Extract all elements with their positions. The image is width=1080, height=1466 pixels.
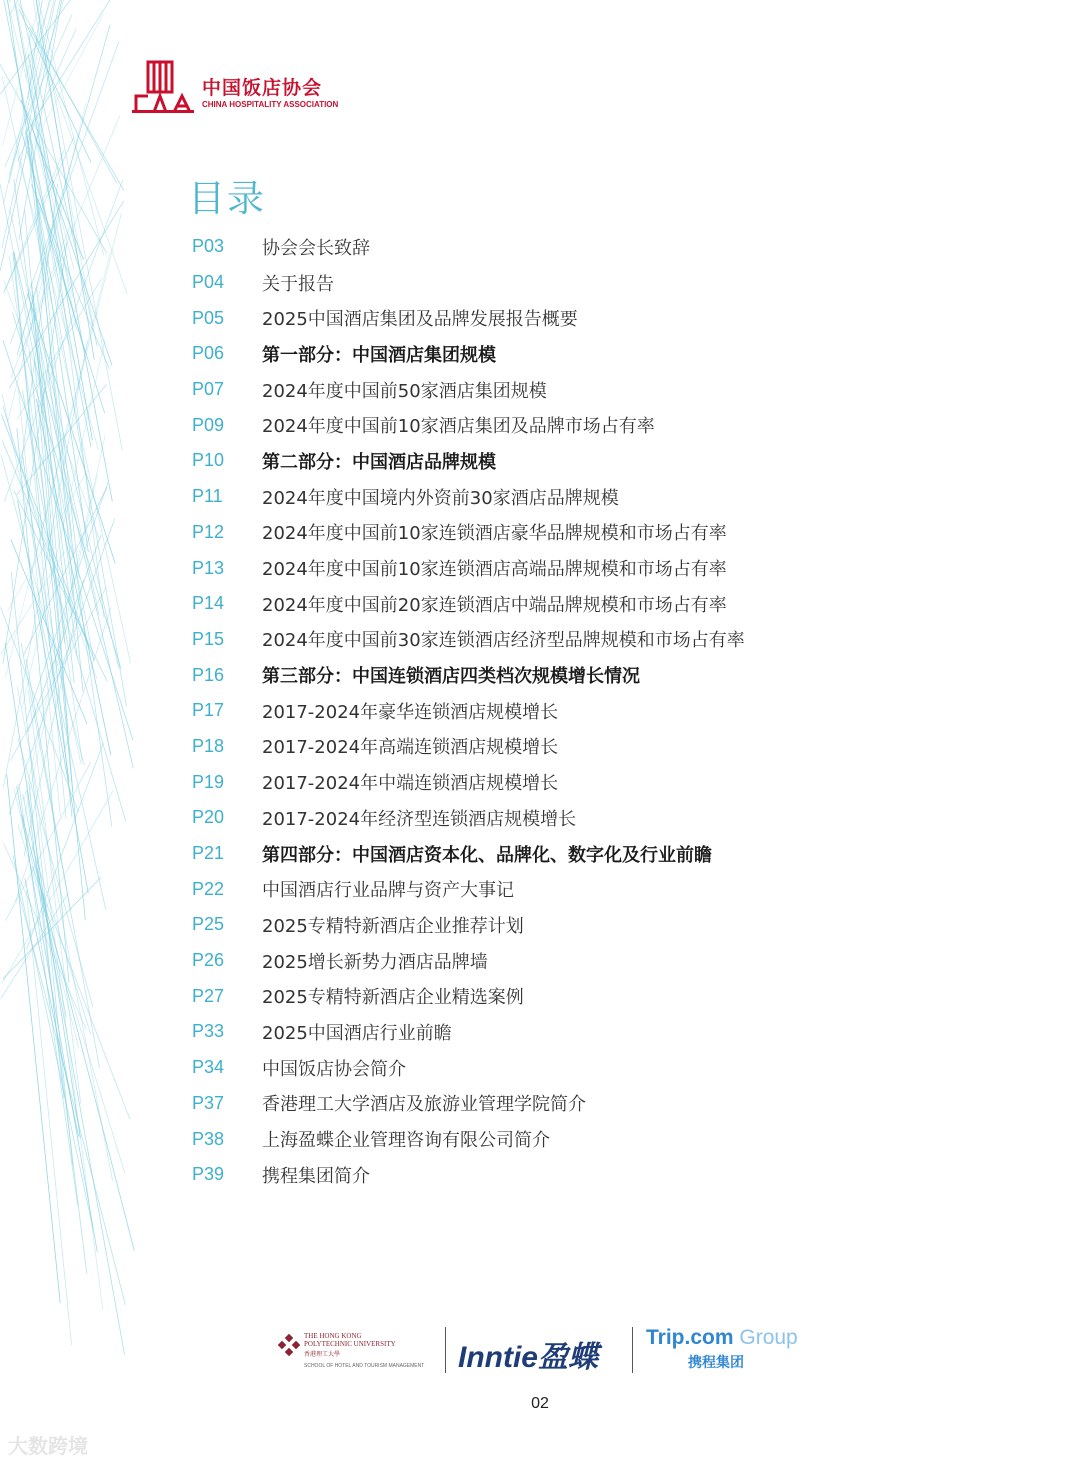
toc-entry-title: 中国酒店行业品牌与资产大事记: [262, 880, 514, 902]
toc-page-number: P38: [192, 1128, 225, 1149]
toc-entry-title: 2024年度中国境内外资前30家酒店品牌规模: [262, 487, 619, 509]
toc-page-number: P06: [192, 343, 225, 364]
toc-item: [192, 1157, 745, 1193]
toc-entry-title: 2025增长新势力酒店品牌墙: [262, 951, 488, 973]
toc-page-number: P26: [192, 950, 225, 971]
toc-item: [192, 265, 745, 301]
toc-page-number: P33: [192, 1021, 225, 1042]
tripcom-chinese-name: 携程集团: [688, 1355, 744, 1371]
inntie-logo: Inntie盈蝶: [458, 1341, 598, 1374]
toc-page-number: P39: [192, 1164, 225, 1185]
logo-english-name: CHINA HOSPITALITY ASSOCIATION: [202, 100, 339, 109]
tripcom-group-word: Group: [733, 1326, 798, 1349]
toc-entry-title: 2024年度中国前10家连锁酒店高端品牌规模和市场占有率: [262, 559, 727, 581]
toc-entry-title: 2025专精特新酒店企业精选案例: [262, 987, 524, 1009]
toc-item: [192, 729, 745, 765]
polyu-school-name: SCHOOL OF HOTEL AND TOURISM MANAGEMENT: [304, 1363, 425, 1369]
toc-item: [192, 871, 745, 907]
toc-page-number: P18: [192, 735, 225, 756]
toc-page-number: P14: [192, 593, 225, 614]
toc-entry-title: 第一部分：中国酒店集团规模: [262, 344, 496, 366]
toc-page-number: P16: [192, 664, 225, 685]
table-of-contents: [192, 229, 745, 1193]
toc-entry-title: 2025中国酒店集团及品牌发展报告概要: [262, 309, 578, 331]
toc-entry-title: 2024年度中国前50家酒店集团规模: [262, 380, 547, 402]
wireframe-tower-decoration: [0, 0, 140, 1466]
toc-entry-title: 2017-2024年经济型连锁酒店规模增长: [262, 808, 577, 830]
toc-page-number: P13: [192, 557, 225, 578]
toc-entry-title: 香港理工大学酒店及旅游业管理学院简介: [262, 1094, 586, 1116]
watermark: 大数跨境: [8, 1434, 88, 1458]
toc-page-number: P05: [192, 307, 225, 328]
toc-page-number: P10: [192, 450, 225, 471]
toc-entry-title: 2017-2024年高端连锁酒店规模增长: [262, 737, 559, 759]
toc-entry-title: 2024年度中国前30家连锁酒店经济型品牌规模和市场占有率: [262, 630, 745, 652]
tripcom-logo: [646, 1326, 798, 1372]
toc-page-number: P15: [192, 628, 225, 649]
cha-building-logo-icon: [132, 58, 198, 114]
toc-item: [192, 978, 745, 1014]
polyu-logo: [278, 1332, 438, 1376]
toc-item: [192, 622, 745, 658]
logo-chinese-name: 中国饭店协会: [202, 77, 323, 99]
polyu-chinese-name: 香港理工大學: [304, 1351, 341, 1358]
toc-item: [192, 1086, 745, 1122]
toc-page-number: P07: [192, 379, 225, 400]
toc-page-number: P34: [192, 1057, 225, 1078]
cha-logo: [132, 58, 352, 118]
toc-item: [192, 229, 745, 265]
toc-entry-title: 2024年度中国前10家酒店集团及品牌市场占有率: [262, 416, 655, 438]
toc-entry-title: 2025专精特新酒店企业推荐计划: [262, 915, 524, 937]
toc-entry-title: 2025中国酒店行业前瞻: [262, 1022, 452, 1044]
toc-entry-title: 上海盈蝶企业管理咨询有限公司简介: [262, 1130, 550, 1152]
toc-item: [192, 479, 745, 515]
toc-item: [192, 1014, 745, 1050]
toc-entry-title: 中国饭店协会简介: [262, 1058, 406, 1080]
toc-page-number: P27: [192, 985, 225, 1006]
toc-page-number: P17: [192, 700, 225, 721]
toc-page-number: P04: [192, 272, 225, 293]
toc-entry-title: 2024年度中国前20家连锁酒店中端品牌规模和市场占有率: [262, 594, 727, 616]
toc-item: [192, 586, 745, 622]
polyu-emblem-icon: [278, 1334, 300, 1356]
toc-entry-title: 第三部分：中国连锁酒店四类档次规模增长情况: [262, 666, 640, 688]
logo-divider: [632, 1327, 633, 1373]
toc-page-number: P11: [192, 486, 223, 507]
logo-divider: [445, 1327, 446, 1373]
toc-page-number: P03: [192, 236, 225, 257]
toc-page-number: P12: [192, 521, 225, 542]
toc-item: [192, 764, 745, 800]
partner-logos: [0, 1322, 1080, 1382]
toc-entry-title: 第二部分：中国酒店品牌规模: [262, 451, 496, 473]
toc-page-number: P37: [192, 1092, 225, 1113]
toc-item: [192, 550, 745, 586]
toc-entry-title: 2017-2024年豪华连锁酒店规模增长: [262, 701, 559, 723]
toc-section-item: [192, 657, 745, 693]
toc-item: [192, 943, 745, 979]
toc-page-number: P25: [192, 914, 225, 935]
toc-page-number: P09: [192, 414, 225, 435]
toc-item: [192, 372, 745, 408]
toc-section-item: [192, 443, 745, 479]
toc-item: [192, 1121, 745, 1157]
toc-item: [192, 1050, 745, 1086]
toc-item: [192, 693, 745, 729]
toc-item: [192, 300, 745, 336]
page-title: 目录: [188, 177, 266, 220]
toc-item: [192, 407, 745, 443]
toc-section-item: [192, 836, 745, 872]
toc-entry-title: 携程集团简介: [262, 1165, 370, 1187]
toc-item: [192, 515, 745, 551]
polyu-name: THE HONG KONG POLYTECHNIC UNIVERSITY: [304, 1332, 396, 1348]
toc-page-number: P19: [192, 771, 225, 792]
toc-entry-title: 2024年度中国前10家连锁酒店豪华品牌规模和市场占有率: [262, 523, 727, 545]
toc-entry-title: 关于报告: [262, 273, 334, 295]
toc-item: [192, 800, 745, 836]
toc-page-number: P21: [192, 843, 225, 864]
toc-entry-title: 协会会长致辞: [262, 237, 370, 259]
tripcom-wordmark: Trip.com: [646, 1326, 734, 1349]
toc-entry-title: 2017-2024年中端连锁酒店规模增长: [262, 773, 559, 795]
page-number: 02: [531, 1395, 549, 1412]
toc-page-number: P22: [192, 878, 225, 899]
toc-item: [192, 907, 745, 943]
toc-page-number: P20: [192, 807, 225, 828]
toc-entry-title: 第四部分：中国酒店资本化、品牌化、数字化及行业前瞻: [262, 844, 712, 866]
toc-section-item: [192, 336, 745, 372]
